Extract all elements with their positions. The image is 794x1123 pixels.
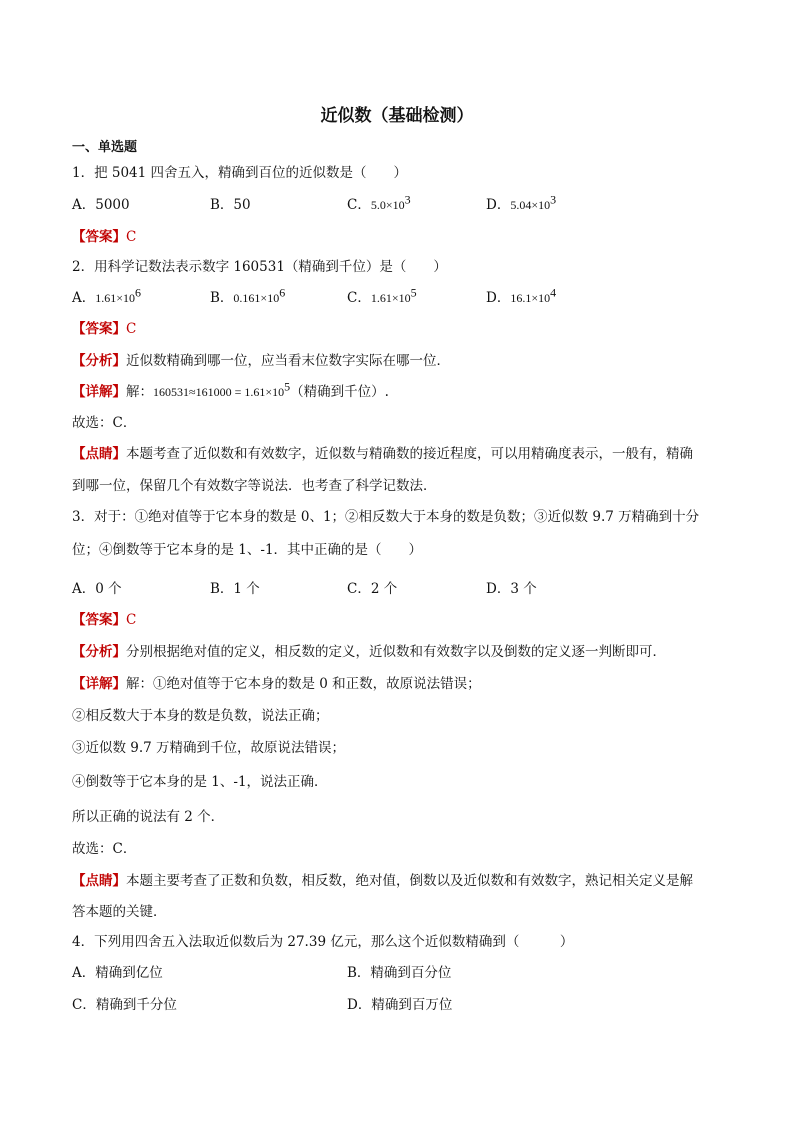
q3-analysis: 【分析】分别根据绝对值的定义，相反数的定义，近似数和有效数字以及倒数的定义逐一判断即可．	[72, 644, 666, 660]
q3-option-d: D．3 个	[486, 581, 537, 597]
q2-answer: 【答案】C	[72, 321, 137, 337]
q2-option-b: B．$0.161\times 10^6$	[210, 285, 286, 306]
q2-detail: 【详解】解：$160531\approx 161000 = 1.61\times 10^5$（精确到千位）.	[72, 379, 389, 400]
q2-option-a: A．$1.61\times 10^6$	[72, 285, 142, 306]
q3-choose: 故选：C．	[72, 841, 137, 857]
q3-detail-5: 所以正确的说法有 2 个．	[72, 809, 225, 825]
q3-option-a: A．0 个	[72, 581, 122, 597]
page-title: 近似数（基础检测）	[320, 106, 474, 126]
q4-option-a: A．精确到亿位	[72, 965, 163, 981]
section-heading: 一、单选题	[72, 140, 138, 155]
q4-option-d: D．精确到百万位	[347, 997, 453, 1013]
q2-comment-cont: 到哪一位，保留几个有效数字等说法．也考查了科学记数法．	[72, 478, 437, 494]
q3-option-c: C．2 个	[347, 581, 398, 597]
q1-option-a: A．5000	[72, 197, 130, 213]
q1-stem: 1．把 5041 四舍五入，精确到百位的近似数是（ ）	[72, 165, 408, 181]
q3-detail-3: ③近似数 9.7 万精确到千位，故原说法错误；	[72, 740, 346, 756]
q4-stem: 4．下列用四舍五入法取近似数后为 27.39 亿元，那么这个近似数精确到（ ）	[72, 934, 574, 950]
q2-option-d: D．$16.1\times 10^4$	[486, 285, 557, 306]
q3-detail: 【详解】解：①绝对值等于它本身的数是 0 和正数，故原说法错误；	[72, 676, 481, 692]
q2-stem: 2．用科学记数法表示数字 160531（精确到千位）是（ ）	[72, 259, 447, 275]
q1-option-c: C．$5.0\times 10^3$	[347, 192, 411, 213]
q3-stem-cont: 位；④倒数等于它本身的是 1、-1．其中正确的是（ ）	[72, 542, 423, 558]
q3-detail-4: ④倒数等于它本身的是 1、-1，说法正确．	[72, 774, 328, 790]
q4-option-b: B．精确到百分位	[347, 965, 452, 981]
q3-stem: 3．对于：①绝对值等于它本身的数是 0、1；②相反数大于本身的数是负数；③近似数 9.7 万精确到十分	[72, 509, 700, 525]
q2-comment: 【点睛】本题考查了近似数和有效数字，近似数与精确数的接近程度，可以用精确度表示，一般有，精确	[72, 446, 693, 462]
q1-option-b: B．50	[210, 197, 251, 213]
q3-comment-cont: 答本题的关键．	[72, 904, 167, 920]
q3-option-b: B．1 个	[210, 581, 260, 597]
q1-answer: 【答案】C	[72, 229, 137, 245]
q4-option-c: C．精确到千分位	[72, 997, 177, 1013]
q2-option-c: C．$1.61\times 10^5$	[347, 285, 417, 306]
q3-detail-2: ②相反数大于本身的数是负数，说法正确；	[72, 708, 329, 724]
q2-analysis: 【分析】近似数精确到哪一位，应当看末位数字实际在哪一位．	[72, 353, 450, 369]
q3-answer: 【答案】C	[72, 612, 137, 628]
q2-choose: 故选：C．	[72, 415, 137, 431]
q3-comment: 【点睛】本题主要考查了正数和负数，相反数，绝对值，倒数以及近似数和有效数字，熟记相关定义是解	[72, 873, 693, 889]
q1-option-d: D．$5.04\times 10^3$	[486, 192, 557, 213]
